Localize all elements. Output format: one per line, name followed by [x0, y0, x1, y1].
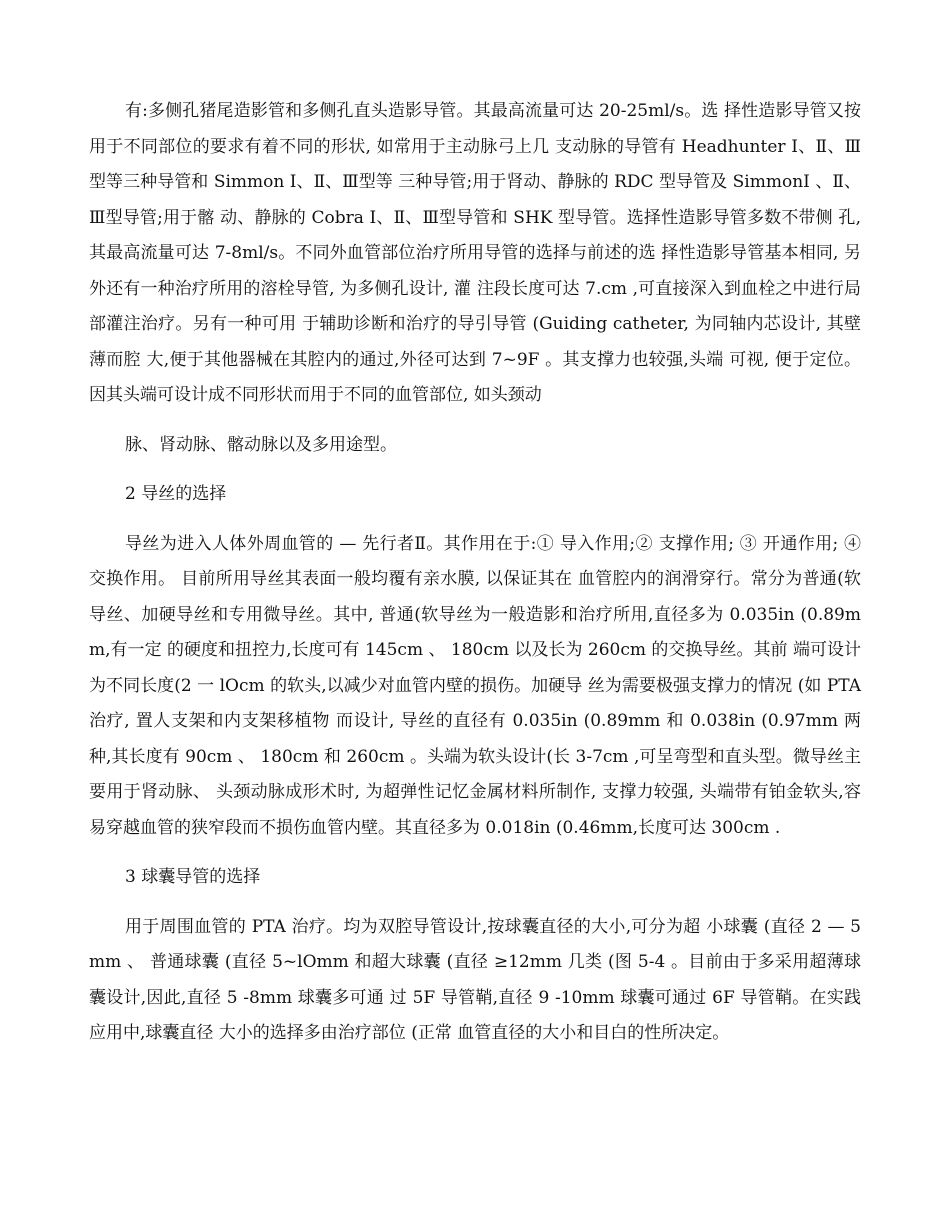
paragraph-gap — [89, 846, 861, 860]
section-heading-guidewire: 2 导丝的选择 — [125, 484, 227, 504]
paragraph-catheter-types: 有:多侧孔猪尾造影管和多侧孔直头造影导管。其最高流量可达 20-25ml/s。选 择性造影导管又按用于不同部位的要求有着不同的形状, 如常用于主动脉弓上几 支动脉的导管有 Headhunter I、Ⅱ、Ⅲ型等三种导管和 Simmon I、Ⅱ、Ⅲ型等 三种导管;用于肾动、静脉的 RDC 型导管及 SimmonI 、Ⅱ、Ⅲ型导管;用于髂 动、静脉的 Cobra I、Ⅱ、Ⅲ型导管和 SHK 型导管。选择性造影导管多数不带侧 孔,其最高流量可达 7-8ml/s。不同外血管部位治疗所用导管的选择与前述的选 择性造影导管基本相同, 另外还有一种治疗所用的溶栓导管, 为多侧孔设计, 灌 注段长度可达 7.cm ,可直接深入到血栓之中进行局部灌注治疗。另有一种可用 于辅助诊断和治疗的导引导管 (Guiding catheter, 为同轴内芯设计, 其壁薄而腔 大,便于其他器械在其腔内的通过,外径可达到 7~9F 。其支撑力也较强,头端 可视, 便于定位。 因其头端可设计成不同形状而用于不同的血管部位, 如头颈动 — [89, 101, 861, 405]
paragraph-catheter-continuation: 脉、肾动脉、髂动脉以及多用途型。 — [125, 434, 397, 455]
section-heading-balloon: 3 球囊导管的选择 — [125, 867, 261, 887]
paragraph-gap — [89, 463, 861, 477]
document-body — [89, 94, 861, 1052]
paragraph-gap — [89, 896, 861, 910]
paragraph-gap — [89, 513, 861, 527]
paragraph-balloon: 用于周围血管的 PTA 治疗。均为双腔导管设计,按球囊直径的大小,可分为超 小球囊 (直径 2 — 5mm 、 普通球囊 (直径 5~lOmm 和超大球囊 (直径 ≥12mm 几类 (图 5-4 。目前由于多采用超薄球囊设计,因此,直径 5 -8mm 球囊多可通 过 5F 导管鞘,直径 9 -10mm 球囊可通过 6F 导管鞘。在实践应用中,球囊直径 大小的选择多由治疗部位 (正常 血管直径的大小和目白的性所决定。 — [89, 916, 861, 1043]
paragraph-gap — [89, 414, 861, 428]
paragraph-guidewire: 导丝为进入人体外周血管的 — 先行者Ⅱ。其作用在于:① 导入作用;② 支撑作用; ③ 开通作用; ④ 交换作用。 目前所用导丝其表面一般均覆有亲水膜, 以保证其在 血管腔内的润滑穿行。常分为普通(软导丝、加硬导丝和专用微导丝。其中, 普通(软导丝为一般造影和治疗所用,直径多为 0.035in (0.89mm,有一定 的硬度和扭控力,长度可有 145cm 、 180cm 以及长为 260cm 的交换导丝。其前 端可设计为不同长度(2 一 lOcm 的软头,以减少对血管内壁的损伤。加硬导 丝为需要极强支撑力的情况 (如 PTA 治疗, 置人支架和内支架移植物 而设计, 导丝的直径有 0.035in (0.89mm 和 0.038in (0.97mm 两种,其长度有 90cm 、 180cm 和 260cm 。头端为软头设计(长 3-7cm ,可呈弯型和直头型。微导丝主 要用于肾动脉、 头颈动脉成形术时, 为超弹性记忆金属材料所制作, 支撑力较强, 头端带有铂金软头,容易穿越血管的狭窄段而不损伤血管内壁。其直径多为 0.018in (0.46mm,长度可达 300cm . — [89, 533, 861, 838]
